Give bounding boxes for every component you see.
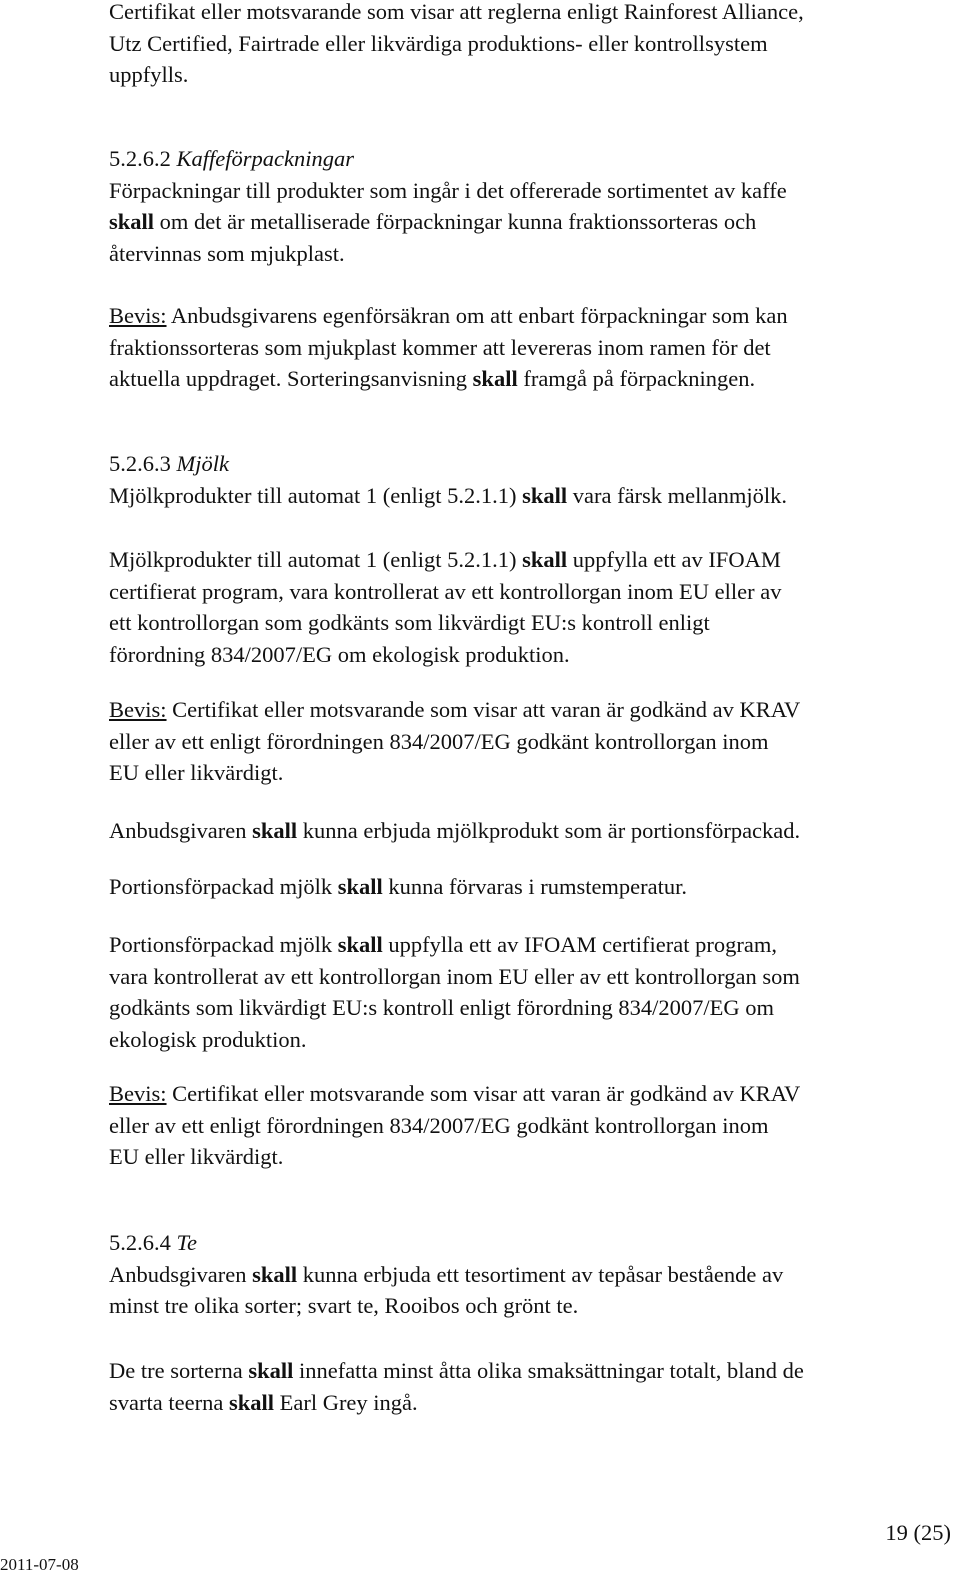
text-line <box>109 1024 949 1056</box>
text-line <box>109 1078 949 1110</box>
text-line <box>109 175 949 207</box>
text-line <box>109 1259 949 1291</box>
text-line <box>109 28 949 60</box>
section-heading <box>109 448 949 480</box>
text-run: vara kontrollerat av ett kontrollorgan inom EU eller av ett kontrollorgan som <box>109 963 800 989</box>
section-number: 5.2.6.4 <box>109 1230 171 1255</box>
text-run: Portionsförpackad mjölk <box>109 932 338 957</box>
bevis-paragraph <box>109 300 949 395</box>
emphasis-skall: skall <box>522 482 568 508</box>
text-run: Mjölkprodukter till automat 1 (enligt 5.2.1.1) <box>109 547 523 572</box>
text-run: Mjölkprodukter till automat 1 (enligt 5.2.1.1) <box>109 482 523 508</box>
text-line <box>109 480 949 512</box>
text-run: kunna erbjuda mjölkprodukt som är portionsförpackad. <box>297 818 801 843</box>
text-run: EU eller likvärdigt. <box>109 760 284 785</box>
text-run: minst tre olika sorter; svart te, Rooibos och grönt te. <box>109 1293 579 1318</box>
bevis-label: Bevis: <box>109 1081 167 1106</box>
text-run: Anbudsgivarens egenförsäkran om att enbart förpackningar som kan <box>166 303 788 328</box>
text-line <box>109 363 949 395</box>
section-heading <box>109 1227 949 1259</box>
text-line <box>109 726 949 758</box>
emphasis-skall: skall <box>522 547 568 572</box>
text-line <box>109 576 949 608</box>
text-run: aktuella uppdraget. Sorteringsanvisning <box>109 366 473 391</box>
text-run: godkänts som likvärdigt EU:s kontroll enligt förordning 834/2007/EG om <box>109 995 774 1020</box>
text-run: eller av ett enligt förordningen 834/2007/EG godkänt kontrollorgan inom <box>109 1112 769 1138</box>
text-run: De tre sorterna <box>109 1358 249 1383</box>
page-number: 19 (25) <box>885 1520 951 1545</box>
text-line <box>109 961 949 993</box>
text-run: Certifikat eller motsvarande som visar att varan är godkänd av KRAV <box>166 697 801 722</box>
emphasis-skall: skall <box>252 1261 298 1287</box>
emphasis-skall: skall <box>472 366 518 391</box>
text-run: Utz Certified, Fairtrade eller likvärdiga produktions- eller kontrollsystem <box>109 30 768 56</box>
text-run: svarta teerna <box>109 1389 229 1415</box>
text-line <box>109 929 949 961</box>
text-run: kunna erbjuda ett tesortiment av tepåsar bestående av <box>297 1261 784 1287</box>
section-mjolk <box>109 448 949 511</box>
text-run: vara färsk mellanmjölk. <box>567 482 788 508</box>
text-run: Anbudsgivaren <box>109 1261 253 1287</box>
document-date: 2011-07-08 <box>0 1555 79 1574</box>
text-line <box>109 1387 949 1419</box>
text-run: Certifikat eller motsvarande som visar att varan är godkänd av KRAV <box>166 1081 801 1106</box>
text-line <box>109 0 949 28</box>
text-run: kunna förvaras i rumstemperatur. <box>382 874 688 899</box>
text-run: eller av ett enligt förordningen 834/2007/EG godkänt kontrollorgan inom <box>109 728 769 754</box>
text-run: fraktionssorteras som mjukplast kommer att levereras inom ramen för det <box>109 334 771 360</box>
text-line <box>109 332 949 364</box>
text-line <box>109 206 949 238</box>
text-line <box>109 300 949 332</box>
text-run: förordning 834/2007/EG om ekologisk produktion. <box>109 641 570 667</box>
text-run: certifierat program, vara kontrollerat av ett kontrollorgan inom EU eller av <box>109 578 782 604</box>
section-number: 5.2.6.3 <box>109 451 171 476</box>
emphasis-skall: skall <box>337 932 383 957</box>
emphasis-skall: skall <box>248 1358 294 1383</box>
paragraph <box>109 0 949 91</box>
paragraph <box>109 929 949 1055</box>
text-run: innefatta minst åtta olika smaksättningar totalt, bland de <box>293 1358 804 1383</box>
section-te <box>109 1227 949 1322</box>
text-line <box>109 544 949 576</box>
text-run: Earl Grey ingå. <box>273 1389 418 1415</box>
emphasis-skall: skall <box>252 818 298 843</box>
bevis-label: Bevis: <box>109 303 167 328</box>
text-run: uppfylls. <box>109 62 189 87</box>
emphasis-skall: skall <box>337 874 383 899</box>
text-line <box>109 1355 949 1387</box>
text-run: uppfylla ett av IFOAM certifierat program, <box>382 932 777 957</box>
text-line <box>109 815 949 847</box>
text-run: Anbudsgivaren <box>109 818 253 843</box>
text-run: ekologisk produktion. <box>109 1026 307 1052</box>
text-line <box>109 59 949 91</box>
text-line <box>109 238 949 270</box>
text-run: uppfylla ett av IFOAM <box>567 547 781 572</box>
text-run: Certifikat eller motsvarande som visar att reglerna enligt Rainforest Alliance, <box>109 0 804 24</box>
text-line <box>109 639 949 671</box>
bevis-paragraph <box>109 1078 949 1173</box>
paragraph <box>109 544 949 670</box>
text-line <box>109 1290 949 1322</box>
text-run: ett kontrollorgan som godkänts som likvärdigt EU:s kontroll enligt <box>109 610 710 635</box>
text-run: Förpackningar till produkter som ingår i det offererade sortimentet av kaffe <box>109 177 787 203</box>
text-line <box>109 1141 949 1173</box>
section-number: 5.2.6.2 <box>109 146 171 171</box>
emphasis-skall: skall <box>228 1389 274 1415</box>
paragraph <box>109 1355 949 1418</box>
emphasis-skall: skall <box>109 209 155 234</box>
text-run: om det är metalliserade förpackningar kunna fraktionssorteras och <box>154 209 757 234</box>
text-line <box>109 757 949 789</box>
section-heading <box>109 143 949 175</box>
text-run: Portionsförpackad mjölk <box>109 874 338 899</box>
text-line <box>109 1110 949 1142</box>
section-title: Mjölk <box>176 451 229 476</box>
text-run: återvinnas som mjukplast. <box>109 240 345 266</box>
text-line <box>109 871 949 903</box>
paragraph <box>109 815 949 847</box>
paragraph <box>109 871 949 903</box>
bevis-label: Bevis: <box>109 697 167 722</box>
text-line <box>109 992 949 1024</box>
section-title: Kaffeförpackningar <box>176 146 354 171</box>
text-line <box>109 607 949 639</box>
section-title: Te <box>176 1230 197 1255</box>
section-kaffeforpackningar <box>109 143 949 269</box>
text-run: EU eller likvärdigt. <box>109 1144 284 1169</box>
bevis-paragraph <box>109 694 949 789</box>
text-run: framgå på förpackningen. <box>517 366 756 391</box>
text-line <box>109 694 949 726</box>
